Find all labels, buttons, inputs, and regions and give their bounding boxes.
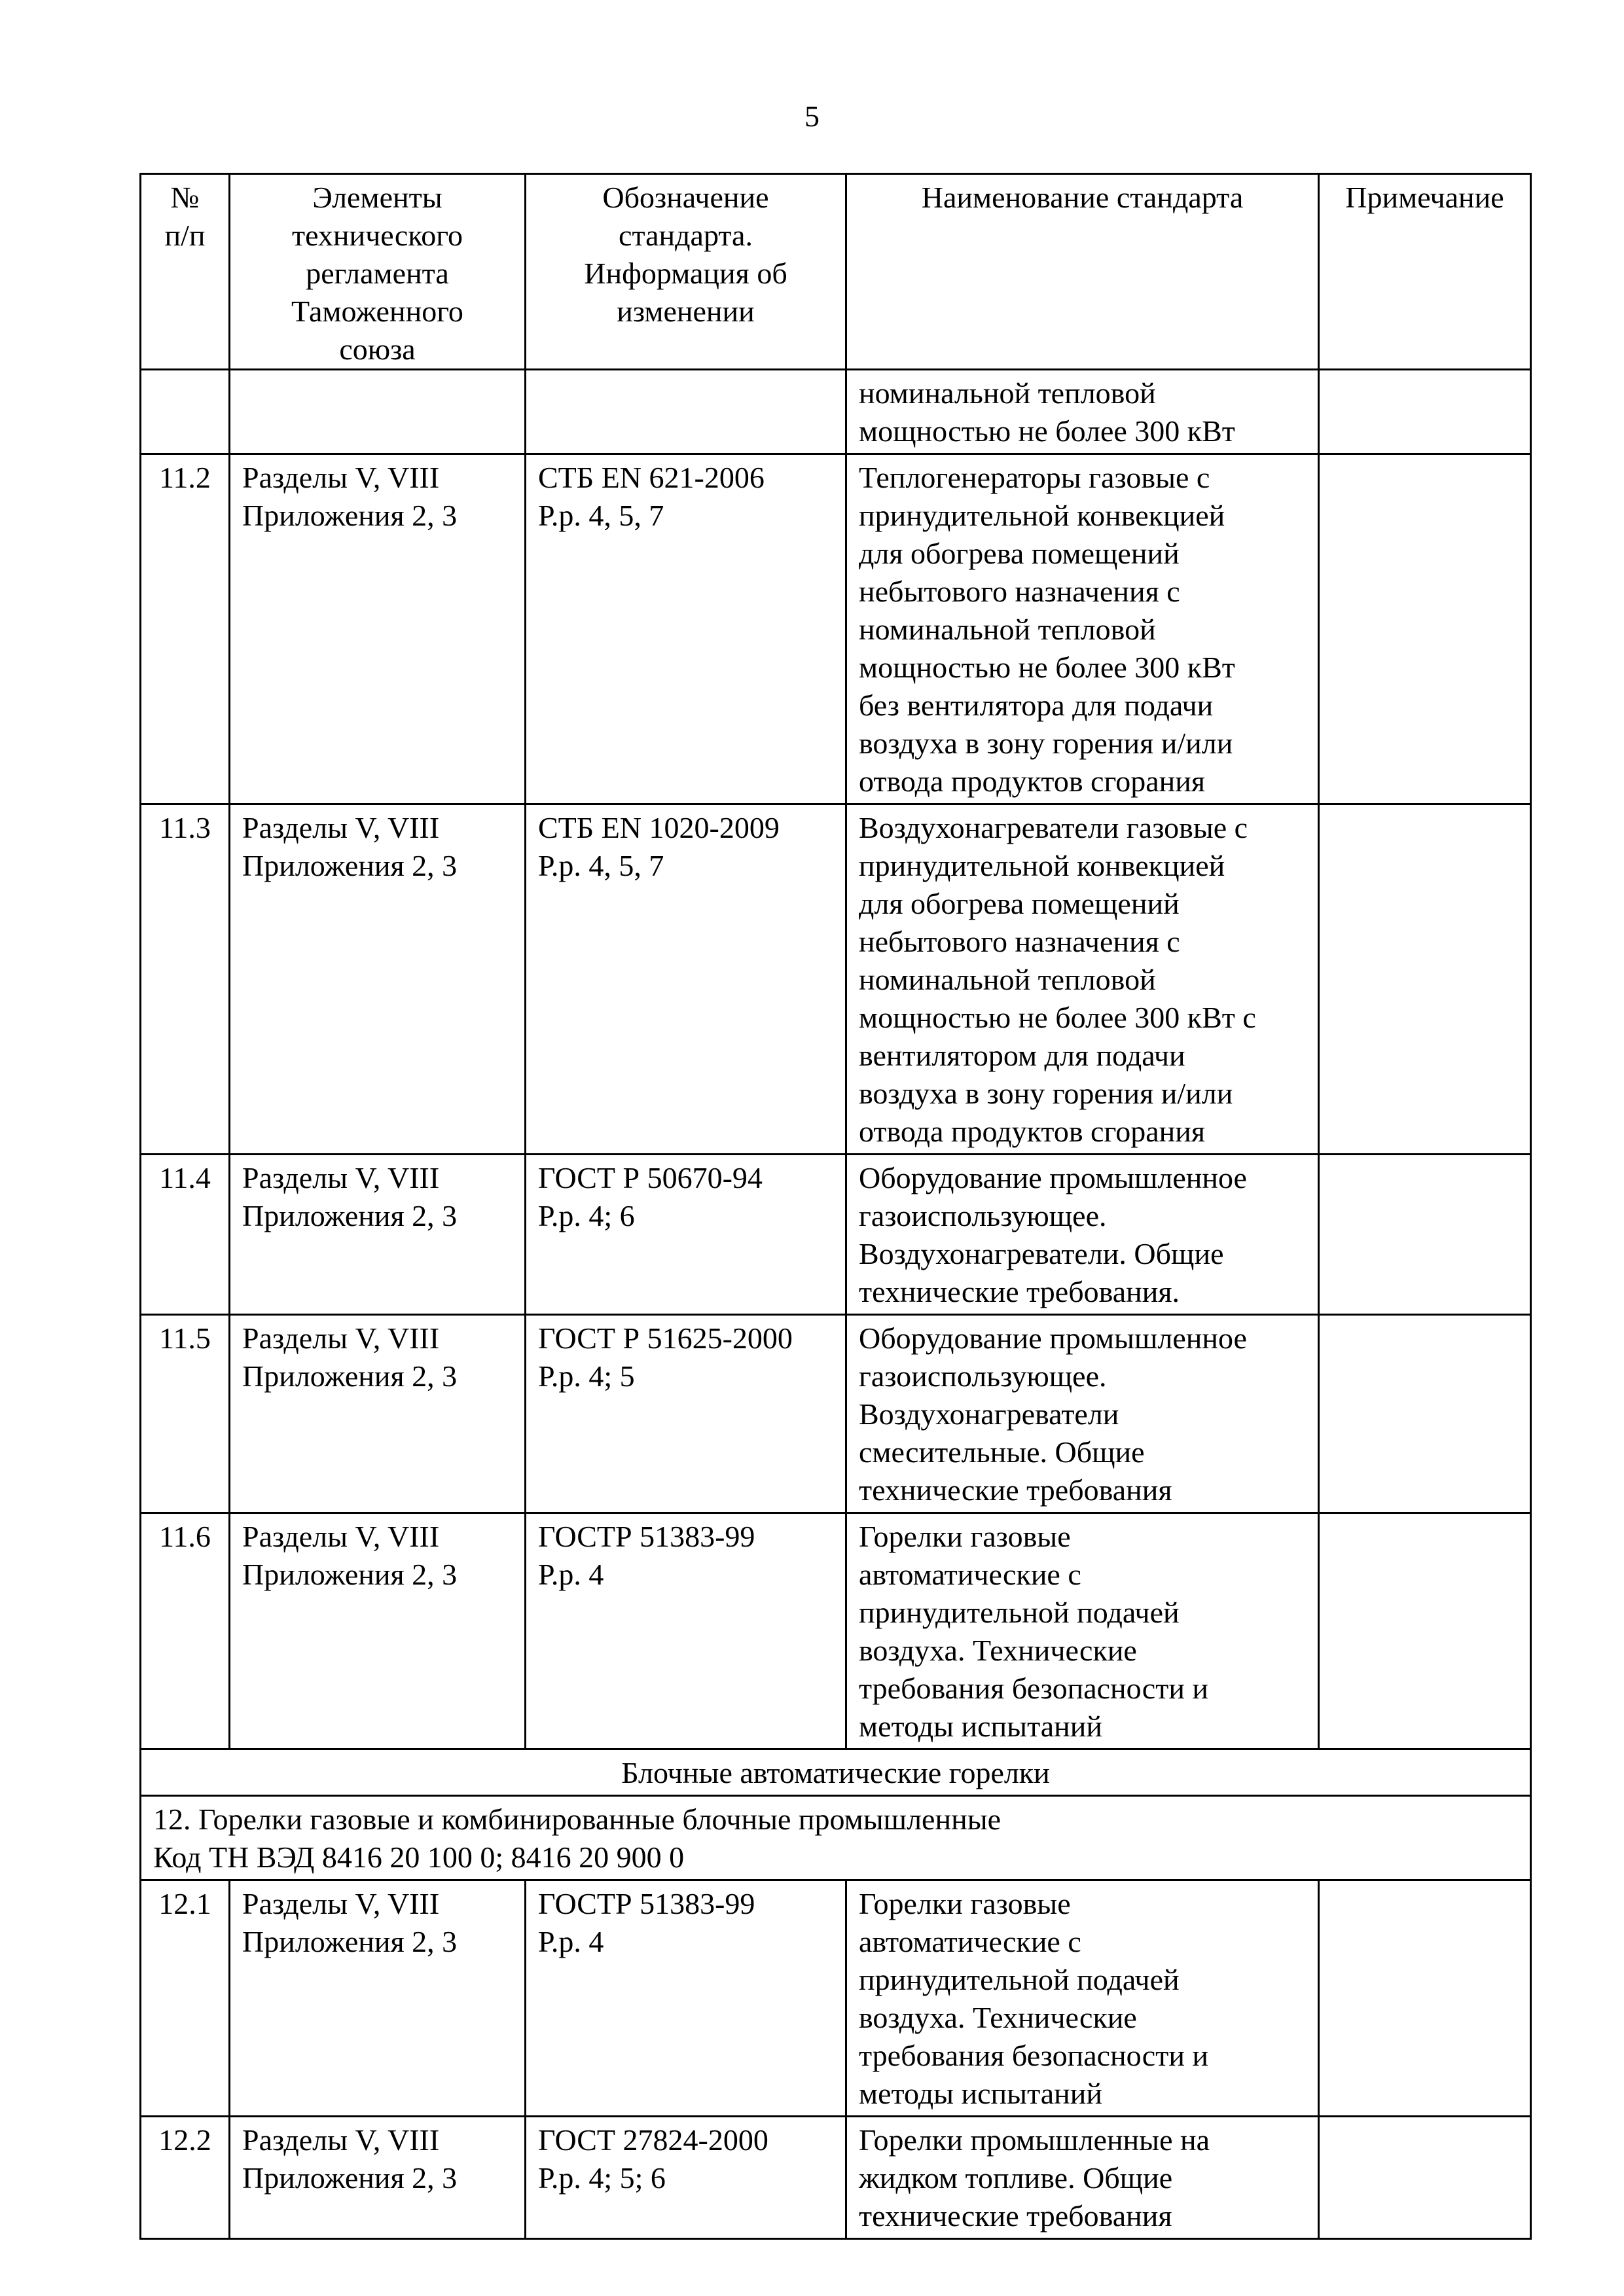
text-line: без вентилятора для подачи	[859, 689, 1214, 722]
text-line: 12. Горелки газовые и комбинированные блочные промышленные	[153, 1803, 1001, 1836]
text-line: Разделы V, VIII	[242, 1520, 440, 1553]
cell-note	[1319, 370, 1531, 454]
cell-elements	[230, 1315, 526, 1513]
text-line: жидком топливе. Общие	[859, 2161, 1173, 2195]
text-line: №	[170, 181, 200, 214]
text-line: газоиспользующее.	[859, 1359, 1107, 1393]
text-line: номинальной тепловой	[859, 376, 1156, 410]
text-line: принудительной подачей	[859, 1963, 1180, 1996]
cell-elements	[230, 2117, 526, 2239]
cell-note	[1319, 1315, 1531, 1513]
cell-designation	[526, 454, 846, 804]
header-elements	[230, 174, 526, 370]
text-line: Наименование стандарта	[921, 181, 1244, 214]
cell-number: 11.3	[141, 804, 230, 1155]
text-line: ГОСТР 51383-99	[538, 1887, 755, 1920]
text-line: Приложения 2, 3	[242, 849, 458, 882]
continuation-row	[141, 370, 1531, 454]
text-line: изменении	[617, 295, 755, 328]
table-body	[141, 370, 1531, 2239]
text-line: ГОСТ Р 50670-94	[538, 1161, 763, 1194]
text-line: отвода продуктов сгорания	[859, 1115, 1205, 1148]
text-line: Р.р. 4; 5	[538, 1359, 635, 1393]
text-line: мощностью не более 300 кВт с	[859, 1001, 1256, 1034]
text-line: принудительной конвекцией	[859, 499, 1225, 532]
text-line: технические требования	[859, 2199, 1172, 2233]
text-line: Приложения 2, 3	[242, 2161, 458, 2195]
cell-designation	[526, 2117, 846, 2239]
cell-number	[141, 370, 230, 454]
text-line: Разделы V, VIII	[242, 811, 440, 844]
text-line: Приложения 2, 3	[242, 1199, 458, 1232]
text-line: номинальной тепловой	[859, 613, 1156, 646]
header-note	[1319, 174, 1531, 370]
table-row	[141, 1155, 1531, 1315]
cell-note	[1319, 454, 1531, 804]
text-line: ГОСТ 27824-2000	[538, 2123, 768, 2157]
text-line: небытового назначения с	[859, 575, 1180, 608]
text-line: Р.р. 4; 5; 6	[538, 2161, 666, 2195]
cell-standard-name	[846, 454, 1319, 804]
text-line: технического	[292, 219, 463, 252]
cell-note	[1319, 2117, 1531, 2239]
header-number	[141, 174, 230, 370]
text-line: Разделы V, VIII	[242, 1887, 440, 1920]
text-line: принудительной конвекцией	[859, 849, 1225, 882]
text-line: Приложения 2, 3	[242, 1925, 458, 1958]
cell-standard-name	[846, 2117, 1319, 2239]
text-line: Разделы V, VIII	[242, 1161, 440, 1194]
text-line: Элементы	[312, 181, 442, 214]
text-line: Приложения 2, 3	[242, 1359, 458, 1393]
text-line: Теплогенераторы газовые с	[859, 461, 1210, 494]
text-line: Р.р. 4	[538, 1925, 604, 1958]
cell-designation	[526, 1155, 846, 1315]
text-line: Воздухонагреватели газовые с	[859, 811, 1248, 844]
text-line: для обогрева помещений	[859, 537, 1180, 570]
section-title: Блочные автоматические горелки	[141, 1749, 1531, 1796]
table-row	[141, 1315, 1531, 1513]
text-line: технические требования.	[859, 1275, 1180, 1308]
cell-designation	[526, 370, 846, 454]
text-line: Приложения 2, 3	[242, 499, 458, 532]
text-line: союза	[339, 332, 416, 366]
cell-number: 11.5	[141, 1315, 230, 1513]
cell-number: 11.6	[141, 1513, 230, 1749]
text-line: Информация об	[584, 257, 787, 290]
table-row	[141, 1513, 1531, 1749]
text-line: автоматические с	[859, 1558, 1081, 1591]
text-line: воздуха в зону горения и/или	[859, 726, 1233, 760]
group-heading	[141, 1796, 1531, 1880]
text-line: Р.р. 4	[538, 1558, 604, 1591]
text-line: ГОСТР 51383-99	[538, 1520, 755, 1553]
text-line: воздуха. Технические	[859, 2001, 1137, 2034]
standards-table	[139, 173, 1532, 2240]
text-line: Код ТН ВЭД 8416 20 100 0; 8416 20 900 0	[153, 1840, 685, 1874]
cell-number: 11.2	[141, 454, 230, 804]
text-line: Обозначение	[602, 181, 769, 214]
cell-designation	[526, 804, 846, 1155]
table-row	[141, 1880, 1531, 2117]
cell-standard-name	[846, 1880, 1319, 2117]
text-line: Горелки газовые	[859, 1887, 1071, 1920]
cell-elements	[230, 1880, 526, 2117]
text-line: Разделы V, VIII	[242, 461, 440, 494]
cell-note	[1319, 1155, 1531, 1315]
text-line: небытового назначения с	[859, 925, 1180, 958]
text-line: технические требования	[859, 1473, 1172, 1507]
text-line: автоматические с	[859, 1925, 1081, 1958]
header-standard-name	[846, 174, 1319, 370]
text-line: вентилятором для подачи	[859, 1039, 1185, 1072]
text-line: Р.р. 4, 5, 7	[538, 849, 664, 882]
text-line: воздуха. Технические	[859, 1634, 1137, 1667]
text-line: газоиспользующее.	[859, 1199, 1107, 1232]
text-line: Приложения 2, 3	[242, 1558, 458, 1591]
text-line: ГОСТ Р 51625-2000	[538, 1321, 793, 1355]
cell-standard-name	[846, 804, 1319, 1155]
cell-standard-name	[846, 1315, 1319, 1513]
text-line: методы испытаний	[859, 1710, 1102, 1743]
text-line: Горелки газовые	[859, 1520, 1071, 1553]
text-line: методы испытаний	[859, 2077, 1102, 2110]
text-line: Оборудование промышленное	[859, 1161, 1247, 1194]
text-line: СТБ EN 1020-2009	[538, 811, 780, 844]
text-line: Горелки промышленные на	[859, 2123, 1210, 2157]
table-row	[141, 454, 1531, 804]
cell-elements	[230, 454, 526, 804]
cell-standard-name	[846, 370, 1319, 454]
cell-elements	[230, 370, 526, 454]
text-line: воздуха в зону горения и/или	[859, 1077, 1233, 1110]
section-title-row	[141, 1749, 1531, 1796]
cell-elements	[230, 1155, 526, 1315]
text-line: Р.р. 4; 6	[538, 1199, 635, 1232]
cell-note	[1319, 804, 1531, 1155]
table-row	[141, 2117, 1531, 2239]
cell-number: 12.1	[141, 1880, 230, 2117]
text-line: номинальной тепловой	[859, 963, 1156, 996]
text-line: СТБ EN 621-2006	[538, 461, 765, 494]
text-line: принудительной подачей	[859, 1596, 1180, 1629]
text-line: Разделы V, VIII	[242, 2123, 440, 2157]
cell-standard-name	[846, 1155, 1319, 1315]
cell-number: 11.4	[141, 1155, 230, 1315]
cell-elements	[230, 1513, 526, 1749]
table-header-row	[141, 174, 1531, 370]
text-line: стандарта.	[619, 219, 753, 252]
cell-note	[1319, 1880, 1531, 2117]
table-row	[141, 804, 1531, 1155]
text-line: Таможенного	[291, 295, 463, 328]
text-line: п/п	[164, 219, 206, 252]
text-line: Оборудование промышленное	[859, 1321, 1247, 1355]
page-number: 5	[804, 99, 820, 133]
header-designation	[526, 174, 846, 370]
cell-elements	[230, 804, 526, 1155]
text-line: регламента	[306, 257, 449, 290]
text-line: Р.р. 4, 5, 7	[538, 499, 664, 532]
cell-designation	[526, 1880, 846, 2117]
text-line: мощностью не более 300 кВт	[859, 651, 1235, 684]
text-line: смесительные. Общие	[859, 1435, 1145, 1469]
text-line: требования безопасности и	[859, 2039, 1209, 2072]
text-line: Воздухонагреватели	[859, 1397, 1119, 1431]
cell-standard-name	[846, 1513, 1319, 1749]
text-line: для обогрева помещений	[859, 887, 1180, 920]
text-line: Разделы V, VIII	[242, 1321, 440, 1355]
text-line: Примечание	[1345, 181, 1504, 214]
text-line: Воздухонагреватели. Общие	[859, 1237, 1224, 1270]
group-row	[141, 1796, 1531, 1880]
text-line: требования безопасности и	[859, 1672, 1209, 1705]
cell-designation	[526, 1315, 846, 1513]
cell-note	[1319, 1513, 1531, 1749]
cell-number: 12.2	[141, 2117, 230, 2239]
cell-designation	[526, 1513, 846, 1749]
text-line: мощностью не более 300 кВт	[859, 414, 1235, 448]
text-line: отвода продуктов сгорания	[859, 764, 1205, 798]
